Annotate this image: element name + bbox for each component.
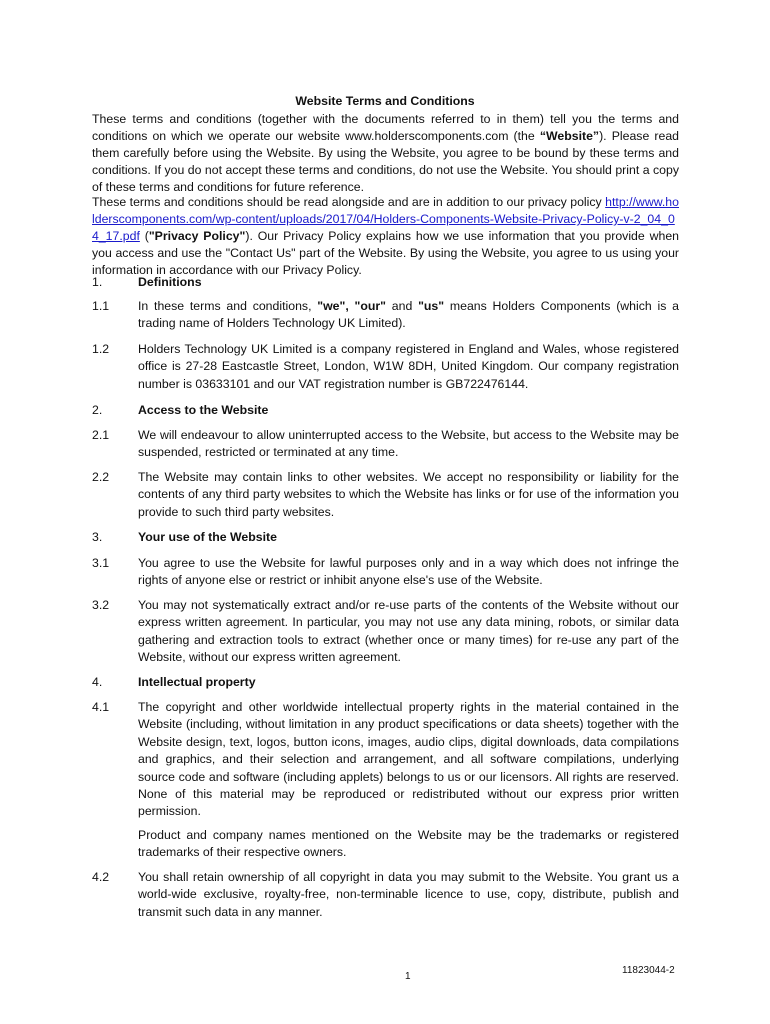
clause-text	[138, 298, 679, 333]
document-reference: 11823044-2	[622, 965, 675, 976]
section-number: 2.	[92, 403, 103, 417]
page-number: 1	[405, 971, 411, 982]
privacy-policy-link[interactable]: http://www.holderscomponents.com/wp-content/uploads/2017/04/Holders-Components-Website-Privacy-Policy-v-2_04_04_17.pdf	[92, 195, 679, 243]
clause-text: You shall retain ownership of all copyright in data you may submit to the Website. You grant us a world-wide exclusive, royalty-free, non-terminable licence to use, copy, distribute, publish and transmit such data in any manner.	[138, 870, 679, 919]
clause-number: 4.2	[92, 870, 110, 884]
section-heading: Definitions	[138, 275, 202, 289]
clause-number: 2.1	[92, 428, 110, 442]
clause-number: 1.2	[92, 342, 110, 356]
clause-number: 3.2	[92, 598, 110, 612]
defined-term-us: "us"	[418, 299, 445, 313]
document-title: Website Terms and Conditions	[295, 94, 475, 108]
website-defined-term: “Website”	[539, 129, 600, 143]
clause-text-part: and	[386, 299, 419, 313]
intro-2-paren: (	[139, 229, 149, 243]
intro-paragraph-2	[92, 194, 679, 279]
clause-text: Product and company names mentioned on the Website may be the trademarks or registered trademarks of their respective owners.	[138, 828, 679, 860]
intro-2-text: These terms and conditions should be read alongside and are in addition to our privacy policy	[92, 195, 606, 209]
clause-text: Holders Technology UK Limited is a company registered in England and Wales, whose registered office is 27-28 Eastcastle Street, London, W1W 8DH, United Kingdom. Our company registration number is 03633101 and our VAT registration number is GB722476144.	[138, 342, 679, 391]
clause-text-part: means Holders Components (which is a trading name of Holders Technology UK Limited).	[138, 299, 679, 331]
clause-text: We will endeavour to allow uninterrupted access to the Website, but access to the Website may be suspended, restricted or terminated at any time.	[138, 428, 679, 460]
defined-term-we-our: "we", "our"	[317, 299, 386, 313]
clause-text: The Website may contain links to other websites. We accept no responsibility or liability for the contents of any third party websites to which the Website has links or for use of the information you provide to such third party websites.	[138, 470, 679, 519]
section-number: 4.	[92, 675, 103, 689]
privacy-policy-defined-term: "Privacy Policy"	[148, 229, 246, 243]
clause-text: You agree to use the Website for lawful purposes only and in a way which does not infringe the rights of anyone else or restrict or inhibit anyone else's use of the Website.	[138, 556, 679, 588]
clause-number: 2.2	[92, 470, 110, 484]
intro-paragraph-1	[92, 111, 679, 196]
clause-number: 4.1	[92, 700, 110, 714]
clause-text-part: In these terms and conditions,	[138, 299, 318, 313]
section-number: 1.	[92, 275, 103, 289]
clause-text: The copyright and other worldwide intellectual property rights in the material contained in the Website (including, without limitation in any product specifications or data sheets) together with the Website design, text, logos, button icons, images, audio clips, digital downloads, data compilations and graphics, and their selection and arrangement, and all software compilations, underlying source code and software (including applets) belongs to us or our licensors. All rights are reserved. None of this material may be reproduced or redistributed without our express prior written permission.	[138, 700, 679, 819]
section-heading: Your use of the Website	[138, 530, 277, 544]
section-heading: Access to the Website	[138, 403, 269, 417]
intro-1-text-cont: ). Please read them carefully before using the Website. By using the Website, you agree to be bound by these terms and conditions. If you do not accept these terms and conditions, do not use the Website. You should print a copy of these terms and conditions for future reference.	[92, 129, 680, 194]
clause-number: 3.1	[92, 556, 110, 570]
clause-number: 1.1	[92, 299, 110, 313]
clause-text: You may not systematically extract and/or re-use parts of the contents of the Website without our express written agreement. In particular, you may not use any data mining, robots, or similar data gathering and extraction tools to extract (whether once or many times) for re-use any part of the Website, without our express written agreement.	[138, 598, 679, 665]
section-number: 3.	[92, 530, 103, 544]
intro-1-text: These terms and conditions (together with the documents referred to in them) tell you the terms and conditions on which we operate our website www.holderscomponents.com (the	[92, 112, 679, 143]
section-heading: Intellectual property	[138, 675, 256, 689]
intro-2-text-cont: ). Our Privacy Policy explains how we use information that you provide when you access and use the "Contact Us" part of the Website. By using the Website, you agree to us using your information in accordance with our Privacy Policy.	[92, 229, 679, 277]
